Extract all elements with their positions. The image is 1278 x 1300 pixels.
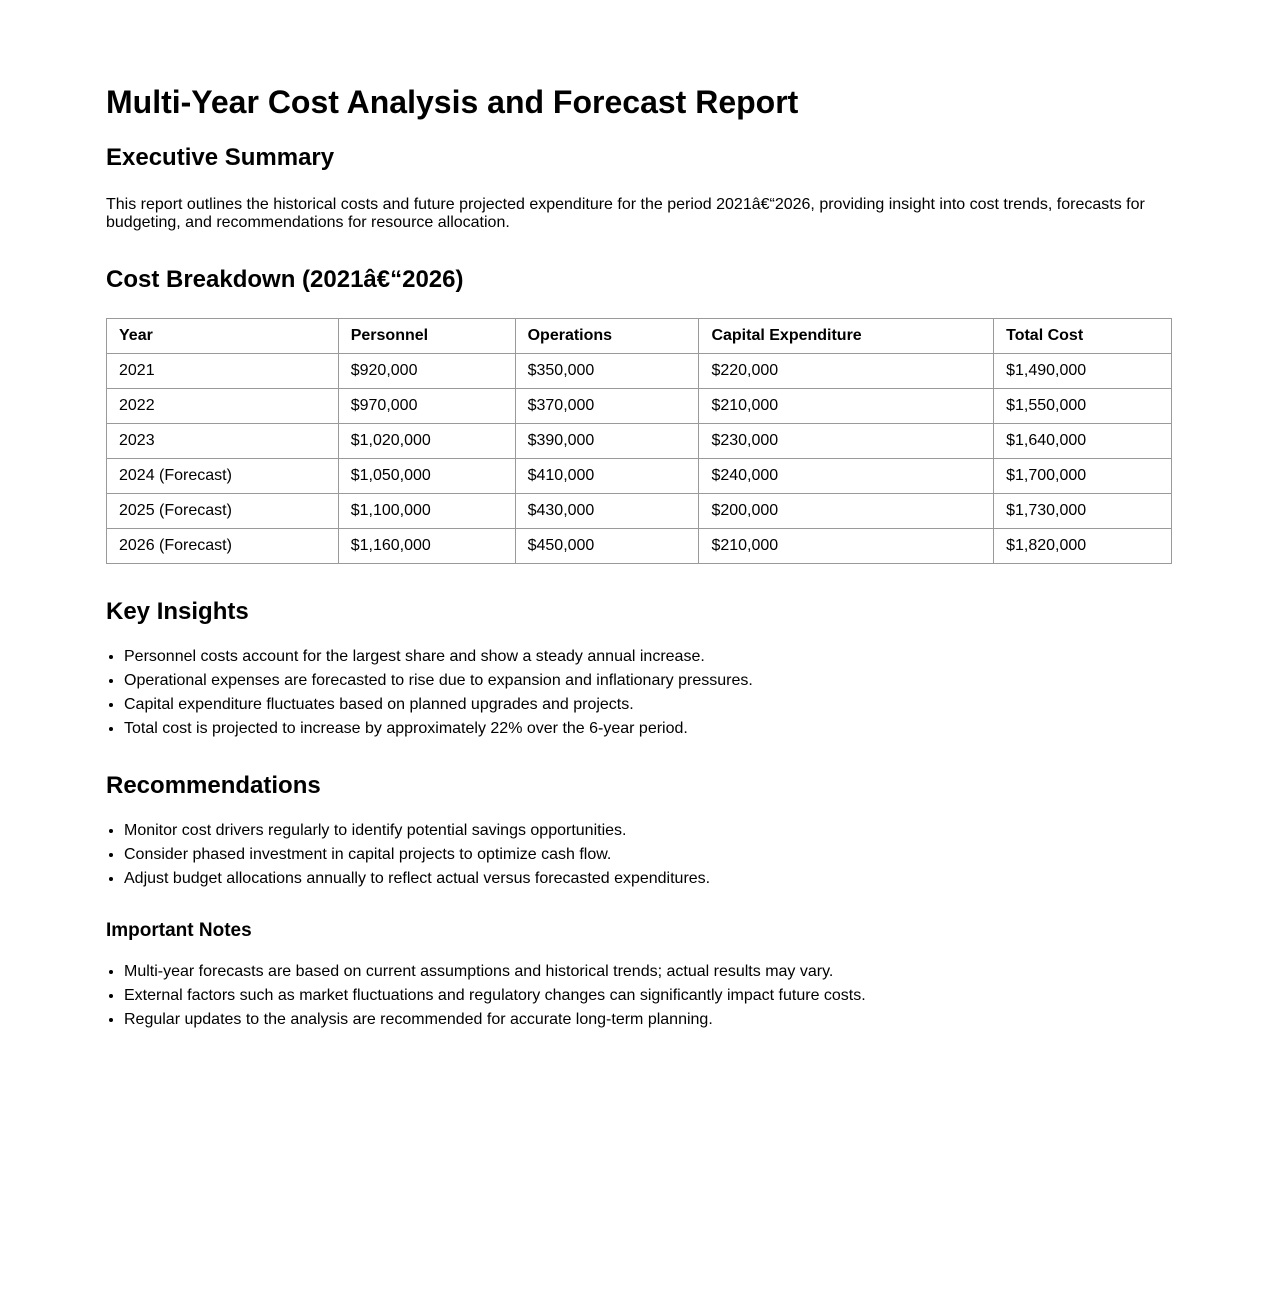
cell-total-cost: $1,490,000 — [994, 354, 1172, 389]
cell-capital-expenditure: $230,000 — [699, 424, 994, 459]
column-header-year: Year — [107, 319, 339, 354]
cost-breakdown-heading: Cost Breakdown (2021â€“2026) — [106, 266, 464, 293]
cell-total-cost: $1,820,000 — [994, 529, 1172, 564]
list-item: • Consider phased investment in capital projects to optimize cash flow. — [124, 846, 1172, 864]
cell-capital-expenditure: $210,000 — [699, 529, 994, 564]
table-row — [107, 529, 1172, 564]
table-row — [107, 354, 1172, 389]
list-item: • Capital expenditure fluctuates based on planned upgrades and projects. — [124, 696, 1172, 714]
table-row — [107, 389, 1172, 424]
cell-total-cost: $1,640,000 — [994, 424, 1172, 459]
list-item: • Operational expenses are forecasted to rise due to expansion and inflationary pressures. — [124, 672, 1172, 690]
list-item: • Personnel costs account for the largest share and show a steady annual increase. — [124, 648, 1172, 666]
list-item: • External factors such as market fluctuations and regulatory changes can significantly impact future costs. — [124, 987, 1172, 1005]
recommendations-list — [106, 822, 1172, 888]
cell-year: 2021 — [107, 354, 339, 389]
cell-year: 2026 (Forecast) — [107, 529, 339, 564]
table-row — [107, 459, 1172, 494]
column-header-personnel: Personnel — [338, 319, 515, 354]
cell-personnel: $970,000 — [338, 389, 515, 424]
cell-operations: $370,000 — [515, 389, 699, 424]
cell-total-cost: $1,730,000 — [994, 494, 1172, 529]
cell-capital-expenditure: $210,000 — [699, 389, 994, 424]
cell-personnel: $1,020,000 — [338, 424, 515, 459]
column-header-capital-expenditure: Capital Expenditure — [699, 319, 994, 354]
cell-year: 2022 — [107, 389, 339, 424]
key-insights-heading: Key Insights — [106, 598, 249, 625]
cell-year: 2025 (Forecast) — [107, 494, 339, 529]
report-title: Multi-Year Cost Analysis and Forecast Report — [106, 84, 799, 120]
cell-capital-expenditure: $200,000 — [699, 494, 994, 529]
list-item: • Multi-year forecasts are based on current assumptions and historical trends; actual results may vary. — [124, 963, 1172, 981]
list-item: • Regular updates to the analysis are recommended for accurate long-term planning. — [124, 1011, 1172, 1029]
cell-year: 2023 — [107, 424, 339, 459]
cost-breakdown-table — [106, 318, 1172, 564]
cell-capital-expenditure: $220,000 — [699, 354, 994, 389]
table-header-row — [107, 319, 1172, 354]
executive-summary-heading: Executive Summary — [106, 144, 335, 171]
cell-operations: $390,000 — [515, 424, 699, 459]
list-item: • Adjust budget allocations annually to reflect actual versus forecasted expenditures. — [124, 870, 1172, 888]
table-row — [107, 424, 1172, 459]
important-notes-heading: Important Notes — [106, 920, 252, 941]
cell-operations: $450,000 — [515, 529, 699, 564]
cell-personnel: $1,050,000 — [338, 459, 515, 494]
recommendations-heading: Recommendations — [106, 772, 321, 799]
cell-operations: $350,000 — [515, 354, 699, 389]
list-item: • Monitor cost drivers regularly to identify potential savings opportunities. — [124, 822, 1172, 840]
cell-personnel: $1,100,000 — [338, 494, 515, 529]
executive-summary-text: This report outlines the historical costs and future projected expenditure for the period 2021â€“2026, providing insight into cost trends, forecasts for budgeting, and recommendations for resource allocation. — [106, 196, 1145, 231]
important-notes-list — [106, 963, 1172, 1029]
cell-personnel: $1,160,000 — [338, 529, 515, 564]
cell-total-cost: $1,700,000 — [994, 459, 1172, 494]
cell-total-cost: $1,550,000 — [994, 389, 1172, 424]
cell-operations: $430,000 — [515, 494, 699, 529]
key-insights-list — [106, 648, 1172, 738]
cell-personnel: $920,000 — [338, 354, 515, 389]
column-header-operations: Operations — [515, 319, 699, 354]
column-header-total-cost: Total Cost — [994, 319, 1172, 354]
list-item: • Total cost is projected to increase by approximately 22% over the 6-year period. — [124, 720, 1172, 738]
cell-year: 2024 (Forecast) — [107, 459, 339, 494]
cell-operations: $410,000 — [515, 459, 699, 494]
table-row — [107, 494, 1172, 529]
cell-capital-expenditure: $240,000 — [699, 459, 994, 494]
